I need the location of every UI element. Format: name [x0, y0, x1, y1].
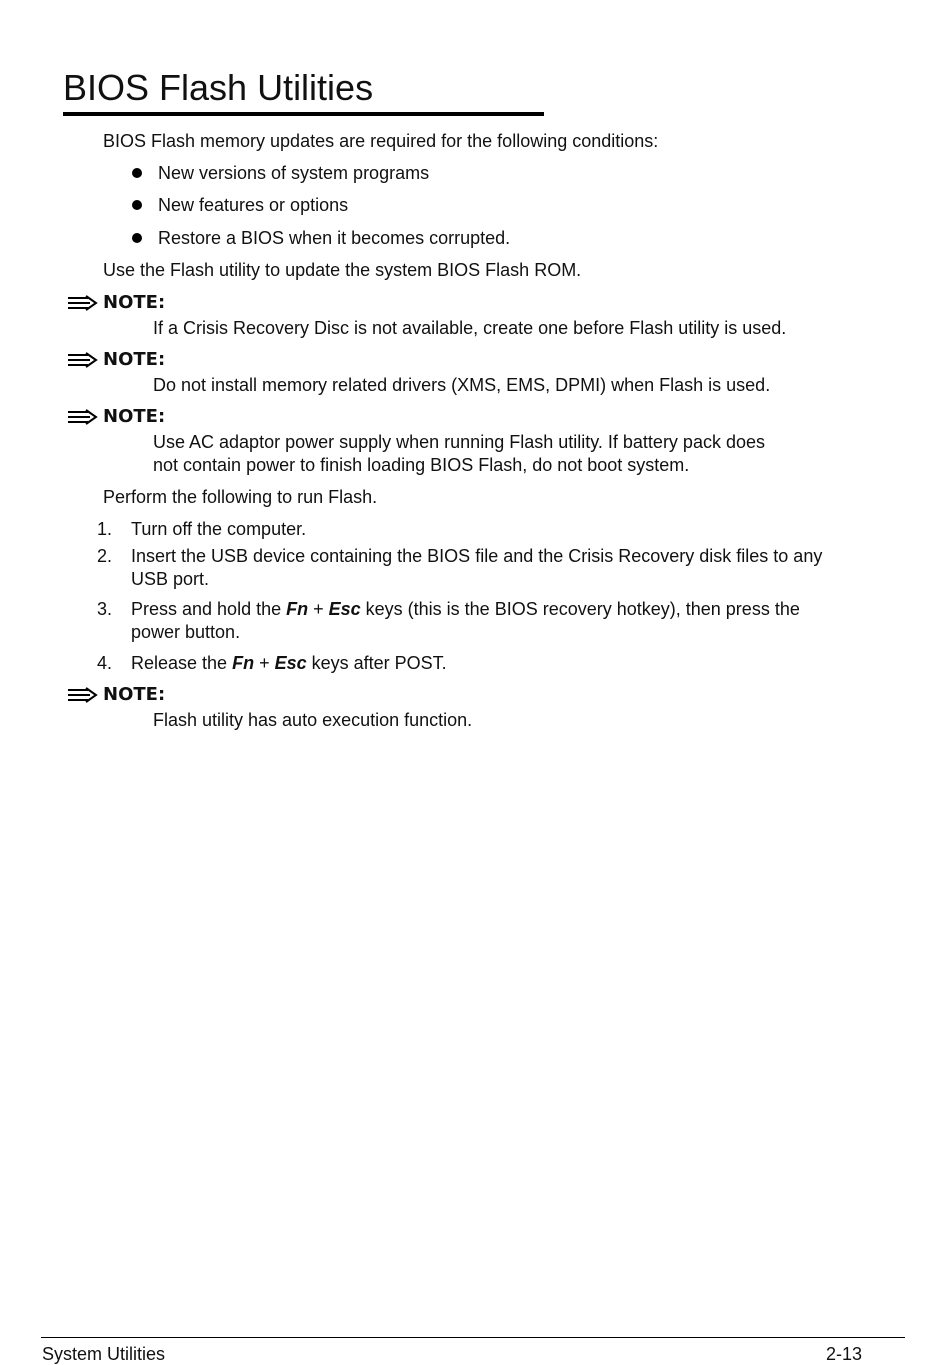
- key-fn: Fn: [286, 599, 309, 619]
- note-word: NOTE:: [103, 292, 166, 313]
- bullet-item: New versions of system programs: [158, 163, 430, 183]
- note-label: [68, 292, 165, 314]
- step-text: [131, 598, 800, 621]
- step-text-part: keys (this is the BIOS recovery hotkey), then press the: [360, 599, 800, 619]
- bullet-dot-icon: [132, 233, 142, 243]
- step-number: 3.: [97, 599, 113, 619]
- step-text-part: Press and hold the: [131, 599, 287, 619]
- bullet-item: Restore a BIOS when it becomes corrupted.: [158, 228, 511, 248]
- key-fn: Fn: [232, 653, 255, 673]
- step-text: power button.: [131, 622, 241, 642]
- bullet-dot-icon: [132, 168, 142, 178]
- page-title: BIOS Flash Utilities: [63, 67, 374, 108]
- note-pointer-icon: [68, 352, 98, 368]
- note-pointer-icon: [68, 295, 98, 311]
- perform-text: Perform the following to run Flash.: [103, 487, 378, 507]
- step-text: [131, 652, 447, 675]
- intro-text: BIOS Flash memory updates are required for the following conditions:: [103, 131, 659, 151]
- step-text-part: Release the: [131, 653, 233, 673]
- note-word: NOTE:: [103, 349, 166, 370]
- note-text: If a Crisis Recovery Disc is not available, create one before Flash utility is used.: [153, 318, 787, 338]
- step-number: 1.: [97, 519, 113, 539]
- step-text: Insert the USB device containing the BIOS file and the Crisis Recovery disk files to any: [131, 546, 823, 566]
- step-text: Turn off the computer.: [131, 519, 307, 539]
- footer-section: System Utilities: [42, 1344, 166, 1364]
- bullet-item: New features or options: [158, 195, 349, 215]
- page-number: 2-13: [826, 1344, 863, 1364]
- use-flash-text: Use the Flash utility to update the system BIOS Flash ROM.: [103, 260, 582, 280]
- title-underline: [63, 112, 544, 116]
- plus-sign: +: [254, 653, 275, 673]
- note-text: Do not install memory related drivers (XMS, EMS, DPMI) when Flash is used.: [153, 375, 771, 395]
- note-text: Flash utility has auto execution function.: [153, 710, 473, 730]
- key-esc: Esc: [328, 599, 361, 619]
- note-word: NOTE:: [103, 406, 166, 427]
- step-text-part: keys after POST.: [306, 653, 447, 673]
- step-number: 2.: [97, 546, 113, 566]
- plus-sign: +: [308, 599, 329, 619]
- step-text: USB port.: [131, 569, 210, 589]
- footer-rule: [41, 1337, 905, 1338]
- note-label: [68, 349, 165, 371]
- note-label: [68, 684, 165, 706]
- note-label: [68, 406, 165, 428]
- note-text: not contain power to finish loading BIOS Flash, do not boot system.: [153, 455, 690, 475]
- note-pointer-icon: [68, 687, 98, 703]
- note-pointer-icon: [68, 409, 98, 425]
- key-esc: Esc: [274, 653, 307, 673]
- note-word: NOTE:: [103, 684, 166, 705]
- bullet-dot-icon: [132, 200, 142, 210]
- step-number: 4.: [97, 653, 113, 673]
- note-text: Use AC adaptor power supply when running Flash utility. If battery pack does: [153, 432, 765, 452]
